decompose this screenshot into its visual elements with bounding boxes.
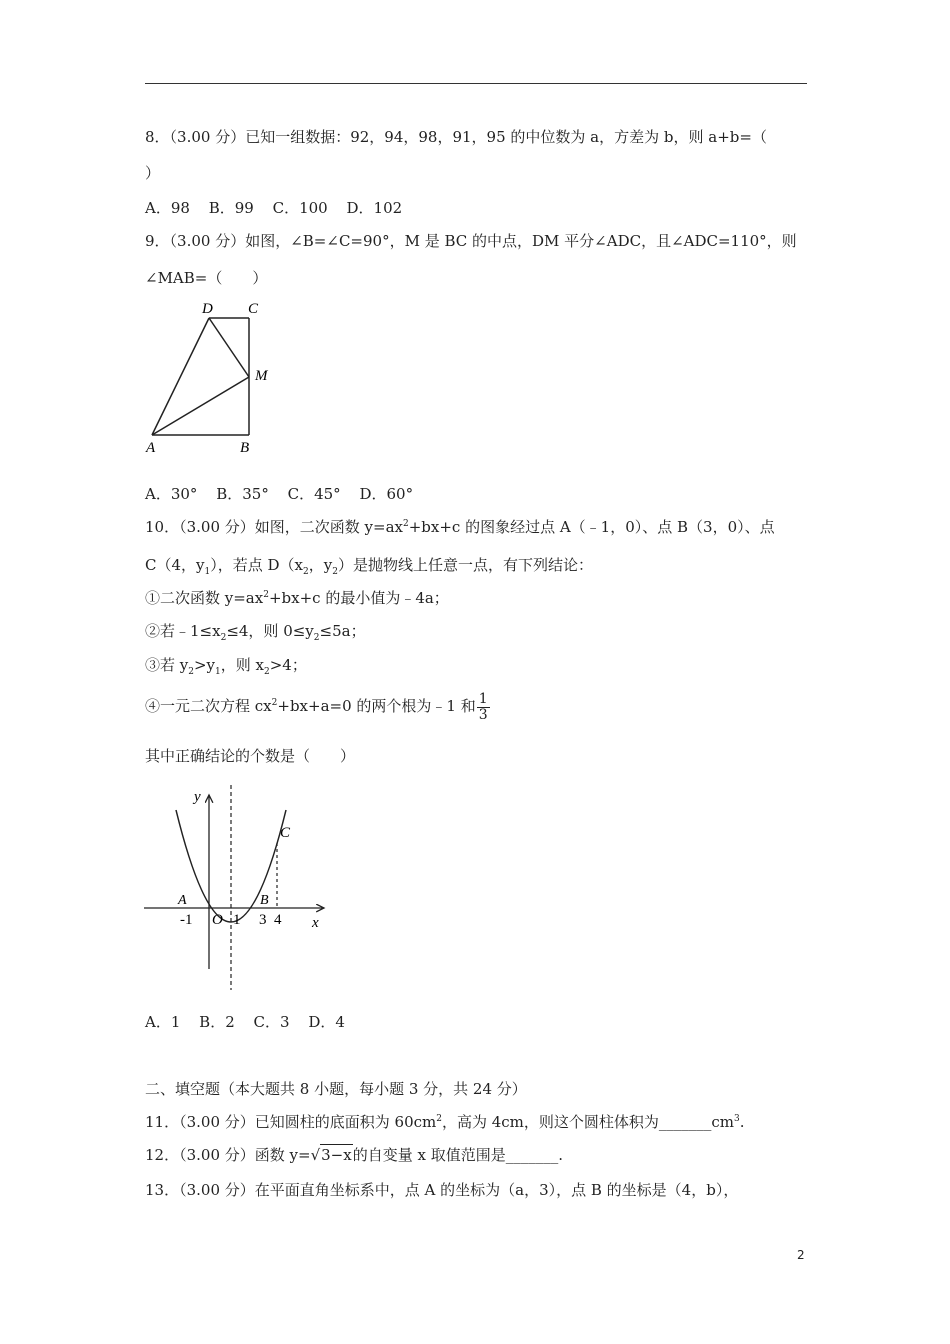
sup: 2 <box>271 698 278 708</box>
q10-c3-d: >4； <box>269 656 307 674</box>
q9-label-c: C <box>248 301 259 317</box>
q10-tick-4: 4 <box>274 912 282 928</box>
radicand: 3−x <box>321 1146 352 1164</box>
q9-seg-dm <box>209 318 249 377</box>
sup: 2 <box>402 519 409 529</box>
page-number: 2 <box>797 1248 805 1262</box>
sub: 2 <box>220 633 227 643</box>
q10-c3-a: ③若 y <box>145 656 189 674</box>
q9-label-b: B <box>240 440 250 456</box>
q10-line2-a: C（4，y <box>145 556 205 574</box>
q8-option-b: B．99 <box>208 199 254 217</box>
q11-text-d: . <box>739 1113 745 1131</box>
q10-c4-b: +bx+a=0 的两个根为﹣1 和 <box>277 697 476 715</box>
q11-text-a: 11．（3.00 分）已知圆柱的底面积为 60cm <box>145 1113 437 1131</box>
q11-text-b: ，高为 4cm，则这个圆柱体积为 <box>441 1113 659 1131</box>
q10-conclusion-2 <box>145 621 366 641</box>
sup: 3 <box>734 1114 740 1124</box>
q10-option-d: D．4 <box>308 1013 345 1031</box>
q10-tick-3: 3 <box>259 912 267 928</box>
section2-title: 二、填空题（本大题共 8 小题，每小题 3 分，共 24 分） <box>145 1080 527 1098</box>
q10-line2-d: ）是抛物线上任意一点，有下列结论： <box>337 556 593 574</box>
q10-line1 <box>145 517 775 537</box>
q10-c2-c: ≤5a； <box>319 622 366 640</box>
q12-text-c: . <box>558 1146 563 1164</box>
q11 <box>145 1112 745 1132</box>
q10-line2-b: ），若点 D（x <box>210 556 303 574</box>
q8-options <box>145 198 416 218</box>
q11-blank[interactable]: _______ <box>658 1113 712 1131</box>
q8-line1: 8．（3.00 分）已知一组数据：92，94，98，91，95 的中位数为 a，方差为 b，则 a+b=（ <box>145 128 767 146</box>
q8-option-c: C．100 <box>272 199 328 217</box>
q10-c3-c: ，则 x <box>220 656 264 674</box>
q9-option-d: D．60° <box>359 485 414 503</box>
q10-label-a: A <box>178 893 187 908</box>
q10-option-c: C．3 <box>253 1013 290 1031</box>
q10-label-b: B <box>260 893 269 908</box>
q10-conclusion-4 <box>145 690 490 723</box>
q9-line1: 9．（3.00 分）如图，∠B=∠C=90°，M 是 BC 的中点，DM 平分∠ADC，且∠ADC=110°，则 <box>145 232 797 250</box>
q10-line1-a: 10．（3.00 分）如图，二次函数 y=ax <box>145 518 403 536</box>
q9-option-a: A．30° <box>145 485 198 503</box>
q10-conclusion-1 <box>145 588 449 608</box>
q9-line2: ∠MAB=（ ） <box>145 269 268 287</box>
q13: 13．（3.00 分）在平面直角坐标系中，点 A 的坐标为（a，3），点 B 的坐标是（4，b）， <box>145 1181 739 1199</box>
fraction-denominator: 3 <box>478 706 488 723</box>
q9-options <box>145 484 427 504</box>
q8-line2: ） <box>145 164 161 182</box>
q10-options <box>145 1012 359 1032</box>
header-rule <box>145 83 807 84</box>
q10-c2-b: ≤4，则 0≤y <box>226 622 314 640</box>
q9-figure <box>140 295 280 460</box>
sub: 1 <box>204 567 211 577</box>
q10-c3-b: >y <box>193 656 216 674</box>
q9-label-m: M <box>255 368 268 384</box>
q12-text-b: 的自变量 x 取值范围是 <box>352 1146 506 1164</box>
q10-option-b: B．2 <box>199 1013 235 1031</box>
q12 <box>145 1144 563 1165</box>
q9-label-d: D <box>202 301 213 317</box>
q10-line2-c: ，y <box>308 556 333 574</box>
q9-label-a: A <box>146 440 156 456</box>
q10-label-c: C <box>280 825 291 841</box>
sup: 2 <box>436 1114 442 1124</box>
q10-option-a: A．1 <box>145 1013 181 1031</box>
q10-c1-a: ①二次函数 y=ax <box>145 589 264 607</box>
q9-option-b: B．35° <box>216 485 269 503</box>
sub: 2 <box>332 567 338 577</box>
q8-option-d: D．102 <box>346 199 403 217</box>
radical-sign: √ <box>310 1146 321 1164</box>
q10-label-x: x <box>312 915 319 931</box>
q10-line2 <box>145 555 593 575</box>
q12-blank[interactable]: _______ <box>505 1146 559 1164</box>
q11-text-c: cm <box>711 1113 735 1131</box>
q12-text-a: 12．（3.00 分）函数 y= <box>145 1146 311 1164</box>
q10-tick-minus1: -1 <box>180 912 193 928</box>
sub: 2 <box>188 667 194 677</box>
q10-label-o: O <box>212 912 223 928</box>
q10-c4-a: ④一元二次方程 cx <box>145 697 272 715</box>
q9-option-c: C．45° <box>287 485 341 503</box>
q10-line1-b: +bx+c 的图象经过点 A（﹣1，0）、点 B（3，0）、点 <box>408 518 775 536</box>
sub: 1 <box>215 667 221 677</box>
q10-tick-1: 1 <box>233 912 241 928</box>
q10-conclusion-3 <box>145 655 307 675</box>
q10-figure <box>140 785 340 995</box>
sub: 2 <box>313 633 320 643</box>
q10-label-y: y <box>194 789 201 805</box>
q10-c2-a: ②若﹣1≤x <box>145 622 221 640</box>
q10-c1-b: +bx+c 的最小值为﹣4a； <box>268 589 449 607</box>
q10-question: 其中正确结论的个数是（ ） <box>145 747 356 765</box>
fraction-one-third <box>477 692 490 723</box>
sub: 2 <box>303 567 309 577</box>
sup: 2 <box>263 590 269 600</box>
fraction-numerator: 1 <box>478 690 488 707</box>
sub: 2 <box>264 667 270 677</box>
q8-option-a: A．98 <box>145 199 190 217</box>
